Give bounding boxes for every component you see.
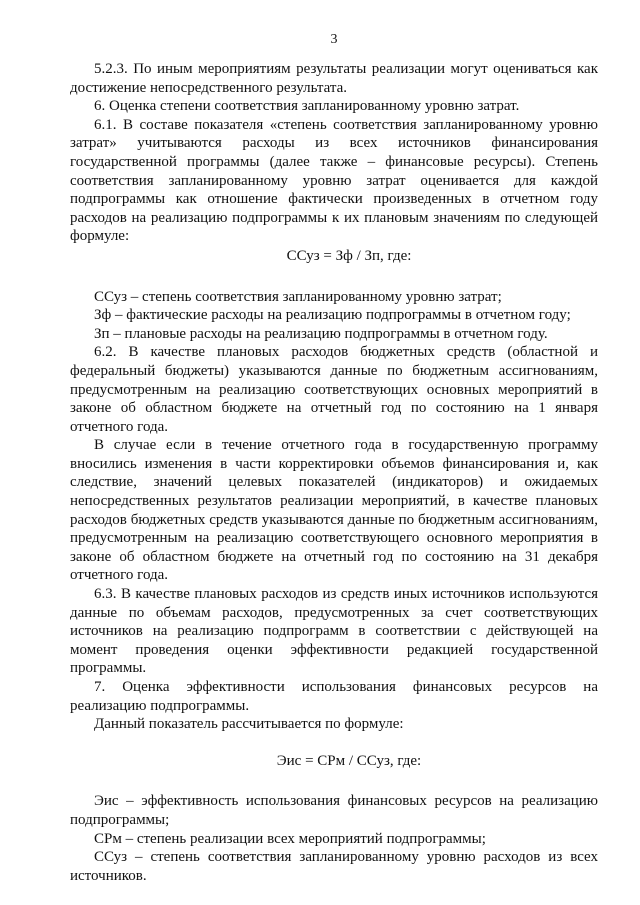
formula-ssuz: ССуз = Зф / Зп, где: <box>286 247 412 264</box>
paragraph-5-2-3: 5.2.3. По иным мероприятиям результаты реализации могут оцениваться как достижение непосредственного результата. <box>70 61 598 96</box>
section-heading-6: 6. Оценка степени соответствия запланированному уровню затрат. <box>94 98 520 115</box>
definition-zp: Зп – плановые расходы на реализацию подпрограммы в отчетном году. <box>94 325 548 342</box>
page-number: 3 <box>330 32 338 47</box>
paragraph-6-2-continued: В случае если в течение отчетного года в государственную программу вносились изменения в части корректировки объемов финансирования и, как следствие, значений целевых показателей (индикаторов) и ожидаемых непосредственных результатов реализации мероприятий, в качестве плановых расходов бюджетных средств указываются данные по бюджетным ассигнованиям, предусмотренным на реализацию соответствующего основного мероприятия в законе об областном бюджете на отчетный год по состоянию на 31 декабря отчетного года. <box>70 437 598 584</box>
definition-zf: Зф – фактические расходы на реализацию подпрограммы в отчетном году; <box>94 307 571 324</box>
formula-eis: Эис = СРм / ССуз, где: <box>276 752 422 769</box>
paragraph-formula-intro: Данный показатель рассчитывается по формуле: <box>94 716 404 733</box>
paragraph-6-1: 6.1. В составе показателя «степень соответствия запланированному уровню затрат» учитываются расходы из всех источников финансирования государственной программы (далее также – финансовые ресурсы). Степень соответствия запланированному уровню затрат оценивается для каждой подпрограммы как отношение фактически произведенных в отчетном году расходов на реализацию подпрограммы к их плановым значениям по следующей формуле: <box>70 116 598 245</box>
definition-eis: Эис – эффективность использования финансовых ресурсов на реализацию подпрограммы; <box>70 793 598 828</box>
section-heading-7: 7. Оценка эффективности использования финансовых ресурсов на реализацию подпрограммы. <box>70 679 598 714</box>
definition-srm: СРм – степень реализации всех мероприятий подпрограммы; <box>94 830 486 847</box>
definition-ssuz-expenses: ССуз – степень соответствия запланированному уровню расходов из всех источников. <box>70 849 598 884</box>
definition-ssuz: ССуз – степень соответствия запланированному уровню затрат; <box>94 288 502 305</box>
paragraph-6-3: 6.3. В качестве плановых расходов из средств иных источников используются данные по объемам расходов, предусмотренных за счет соответствующих источников на реализацию подпрограмм в соответствии с действующей на момент проведения оценки эффективности редакцией государственной программы. <box>70 586 598 677</box>
paragraph-6-2: 6.2. В качестве плановых расходов бюджетных средств (областной и федеральный бюджеты) указываются данные по бюджетным ассигнованиям, предусмотренным на реализацию соответствующих основных мероприятий в законе об областном бюджете на отчетный год по состоянию на 1 января отчетного года. <box>70 344 598 435</box>
